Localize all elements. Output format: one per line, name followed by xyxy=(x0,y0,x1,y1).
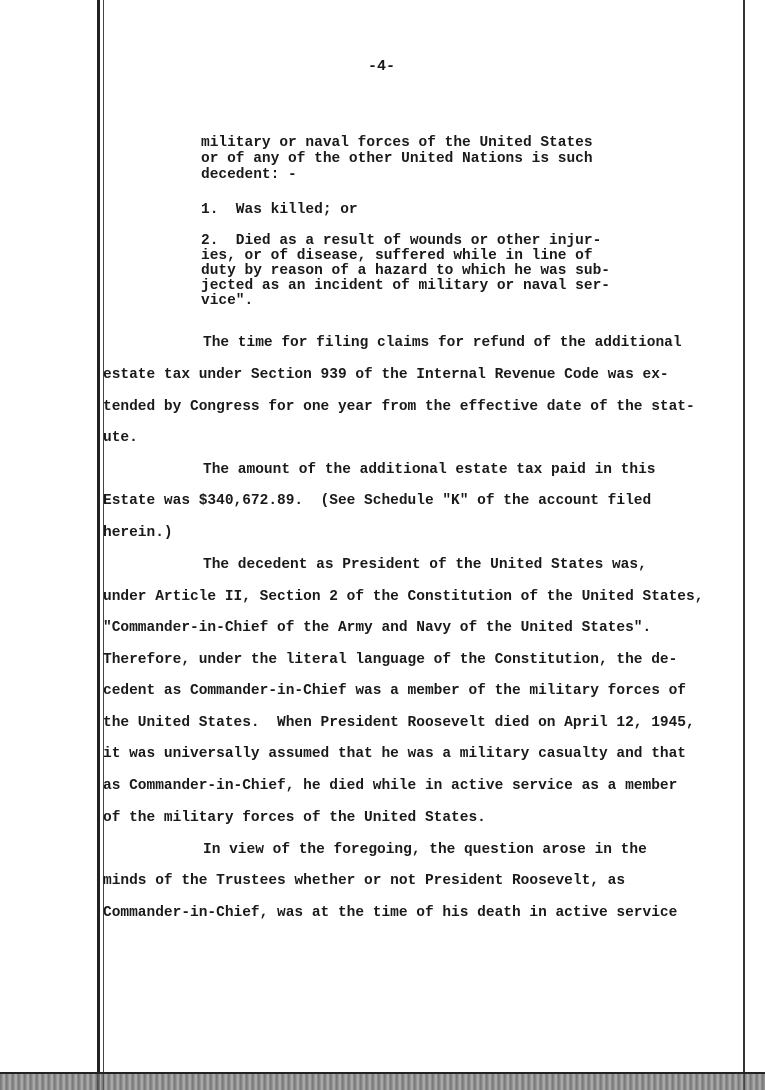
paragraph-1-line-4: ute. xyxy=(103,430,138,446)
paragraph-4-line-2: minds of the Trustees whether or not President Roosevelt, as xyxy=(103,873,626,889)
paragraph-3-line-9: of the military forces of the United States. xyxy=(103,810,486,826)
page-edge-right xyxy=(743,0,745,1090)
page-edge-left-inner xyxy=(103,0,104,1090)
paragraph-2-line-1: The amount of the additional estate tax paid in this xyxy=(203,462,656,478)
quote-intro-line-2: or of any of the other United Nations is such xyxy=(201,151,593,167)
paragraph-2-line-3: herein.) xyxy=(103,525,173,541)
paragraph-1-line-3: tended by Congress for one year from the effective date of the stat- xyxy=(103,399,695,415)
paragraph-3-line-2: under Article II, Section 2 of the Constitution of the United States, xyxy=(103,589,704,605)
paragraph-4-line-3: Commander-in-Chief, was at the time of his death in active service xyxy=(103,905,678,921)
paragraph-1-line-2: estate tax under Section 939 of the Internal Revenue Code was ex- xyxy=(103,367,669,383)
quote-item-1: 1. Was killed; or xyxy=(201,202,358,218)
paragraph-3-line-7: it was universally assumed that he was a military casualty and that xyxy=(103,746,686,762)
paragraph-3-line-8: as Commander-in-Chief, he died while in active service as a member xyxy=(103,778,678,794)
quote-intro-line-3: decedent: - xyxy=(201,167,297,183)
paragraph-3-line-6: the United States. When President Roosevelt died on April 12, 1945, xyxy=(103,715,695,731)
paragraph-2-line-2: Estate was $340,672.89. (See Schedule "K" of the account filed xyxy=(103,493,652,509)
paragraph-3-line-5: cedent as Commander-in-Chief was a member of the military forces of xyxy=(103,683,686,699)
quote-item-2-line-5: vice". xyxy=(201,293,254,309)
page-number: -4- xyxy=(368,58,396,75)
quote-intro-line-1: military or naval forces of the United States xyxy=(201,135,593,151)
paragraph-4-line-1: In view of the foregoing, the question arose in the xyxy=(203,842,647,858)
page-edge-left xyxy=(97,0,100,1090)
quote-item-2-line-2: ies, or of disease, suffered while in line of xyxy=(201,248,593,264)
paragraph-1-line-1: The time for filing claims for refund of the additional xyxy=(203,335,682,351)
quote-item-2-line-4: jected as an incident of military or naval ser- xyxy=(201,278,610,294)
scan-bottom-strip xyxy=(0,1074,765,1090)
paragraph-3-line-3: "Commander-in-Chief of the Army and Navy of the United States". xyxy=(103,620,652,636)
paragraph-3-line-4: Therefore, under the literal language of the Constitution, the de- xyxy=(103,652,678,668)
quote-item-2-line-3: duty by reason of a hazard to which he was sub- xyxy=(201,263,610,279)
quote-item-2-line-1: 2. Died as a result of wounds or other injur- xyxy=(201,233,602,249)
paragraph-3-line-1: The decedent as President of the United States was, xyxy=(203,557,647,573)
